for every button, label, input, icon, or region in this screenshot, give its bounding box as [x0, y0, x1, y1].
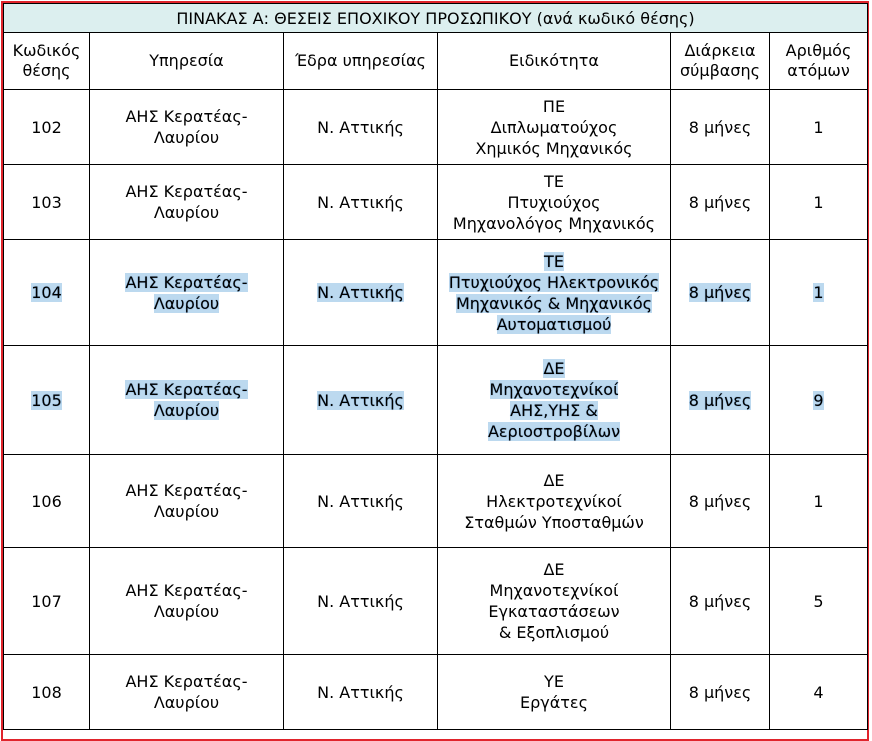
cell-seat: Ν. Αττικής	[317, 283, 404, 302]
cell-seat: Ν. Αττικής	[284, 548, 438, 655]
cell-persons: 1	[813, 283, 824, 302]
header-code: Κωδικός θέσης	[4, 33, 90, 90]
cell-duration: 8 μήνες	[671, 165, 770, 240]
table-title: ΠΙΝΑΚΑΣ Α: ΘΕΣΕΙΣ ΕΠΟΧΙΚΟΥ ΠΡΟΣΩΠΙΚΟΥ (ανά κωδικό θέσης)	[4, 4, 868, 33]
cell-code: 106	[4, 455, 90, 548]
cell-service: ΑΗΣ Κερατέας- Λαυρίου	[90, 90, 284, 165]
table-row	[4, 165, 868, 240]
cell-persons: 1	[770, 90, 868, 165]
cell-seat: Ν. Αττικής	[284, 165, 438, 240]
header-seat: Έδρα υπηρεσίας	[284, 33, 438, 90]
cell-persons: 1	[770, 455, 868, 548]
cell-specialty: ΔΕ Μηχανοτεχνίκοί ΑΗΣ,ΥΗΣ & Αεριοστροβίλων	[487, 359, 621, 441]
cell-code: 105	[31, 390, 62, 410]
table-row	[4, 90, 868, 165]
cell-seat: Ν. Αττικής	[284, 90, 438, 165]
cell-service: ΑΗΣ Κερατέας- Λαυρίου	[90, 165, 284, 240]
cell-specialty: ΥΕ Εργάτες	[438, 655, 671, 730]
cell-code: 104	[31, 283, 62, 302]
cell-service: ΑΗΣ Κερατέας- Λαυρίου	[90, 655, 284, 730]
header-duration: Διάρκεια σύμβασης	[671, 33, 770, 90]
header-row	[4, 33, 868, 90]
cell-duration: 8 μήνες	[688, 283, 752, 302]
header-service: Υπηρεσία	[90, 33, 284, 90]
title-row	[4, 4, 868, 33]
cell-seat: Ν. Αττικής	[284, 655, 438, 730]
table-row	[4, 455, 868, 548]
cell-persons: 5	[770, 548, 868, 655]
cell-code: 102	[4, 90, 90, 165]
cell-persons: 4	[770, 655, 868, 730]
table-row-selected	[4, 346, 868, 455]
cell-service: ΑΗΣ Κερατέας- Λαυρίου	[90, 455, 284, 548]
cell-service: ΑΗΣ Κερατέας- Λαυρίου	[90, 548, 284, 655]
header-specialty: Ειδικότητα	[438, 33, 671, 90]
cell-specialty: ΤΕ Πτυχιούχος Μηχανολόγος Μηχανικός	[438, 165, 671, 240]
cell-persons: 1	[770, 165, 868, 240]
cell-specialty: ΠΕ Διπλωματούχος Χημικός Μηχανικός	[438, 90, 671, 165]
cell-duration: 8 μήνες	[688, 390, 752, 410]
cell-specialty: ΔΕ Ηλεκτροτεχνίκοί Σταθμών Υποσταθμών	[438, 455, 671, 548]
cell-specialty: ΔΕ Μηχανοτεχνίκοί Εγκαταστάσεων & Εξοπλισμού	[438, 548, 671, 655]
header-persons: Αριθμός ατόμων	[770, 33, 868, 90]
cell-duration: 8 μήνες	[671, 548, 770, 655]
cell-seat: Ν. Αττικής	[284, 455, 438, 548]
cell-specialty: ΤΕ Πτυχιούχος Ηλεκτρονικός Μηχανικός & Μηχανικός Αυτοματισμού	[448, 251, 660, 334]
cell-code: 108	[4, 655, 90, 730]
table-row	[4, 548, 868, 655]
cell-code: 103	[4, 165, 90, 240]
cell-code: 107	[4, 548, 90, 655]
cell-persons: 9	[813, 390, 824, 410]
cell-service: ΑΗΣ Κερατέας- Λαυρίου	[125, 272, 248, 313]
table-row-selected	[4, 240, 868, 346]
cell-service: ΑΗΣ Κερατέας- Λαυρίου	[125, 380, 248, 420]
positions-table	[3, 3, 868, 730]
table-row	[4, 655, 868, 730]
cell-duration: 8 μήνες	[671, 455, 770, 548]
cell-seat: Ν. Αττικής	[317, 390, 404, 410]
cell-duration: 8 μήνες	[671, 655, 770, 730]
cell-duration: 8 μήνες	[671, 90, 770, 165]
